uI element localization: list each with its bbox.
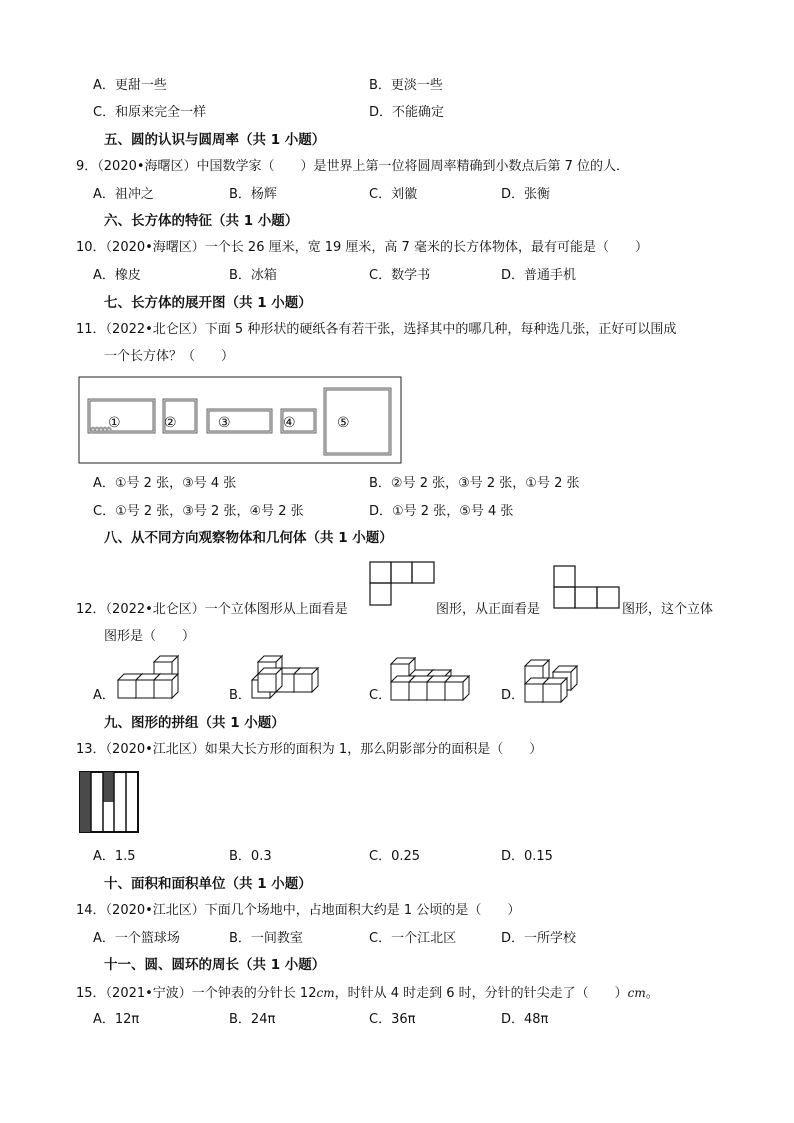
- q11-option-a: A．①号 2 张，③号 4 张: [93, 476, 237, 491]
- q11-stem-line2: 一个长方体？（ ）: [104, 349, 235, 364]
- q14-option-d: D．一所学校: [501, 931, 577, 946]
- q12-option-c-label: C．: [369, 688, 392, 703]
- q15-unit-1: cm: [316, 986, 335, 1000]
- q8-option-d: D．不能确定: [369, 105, 445, 120]
- q9-stem: 9．（2020•海曙区）中国数学家（ ）是世界上第一位将圆周率精确到小数点后第 7 位的人．: [76, 159, 630, 174]
- q15-option-a: A．12π: [93, 1012, 140, 1027]
- q10-option-b: B．冰箱: [229, 268, 277, 283]
- q10-option-c: C．数学书: [369, 268, 431, 283]
- q12-stem-part-c: 图形，这个立体: [622, 602, 714, 617]
- q13-option-d: D．0.15: [501, 849, 553, 864]
- q10-option-d: D．普通手机: [501, 268, 577, 283]
- q15-option-b: B．24π: [229, 1012, 276, 1027]
- q11-shape-1-label: ①: [108, 415, 121, 431]
- q15-option-c: C．36π: [369, 1012, 416, 1027]
- section-10-heading: 十、面积和面积单位（共 1 小题）: [104, 876, 312, 892]
- q13-option-a: A．1.5: [93, 849, 136, 864]
- q14-option-a: A．一个篮球场: [93, 931, 180, 946]
- q8-option-b: B．更淡一些: [369, 78, 443, 93]
- q14-option-c: C．一个江北区: [369, 931, 457, 946]
- section-11-heading: 十一、圆、圆环的周长（共 1 小题）: [104, 957, 326, 973]
- q14-stem: 14．（2020•江北区）下面几个场地中，占地面积大约是 1 公顷的是（ ）: [76, 903, 521, 918]
- q11-option-b: B．②号 2 张，③号 2 张，①号 2 张: [369, 476, 580, 491]
- q10-option-a: A．橡皮: [93, 268, 141, 283]
- q11-option-c: C．①号 2 张，③号 2 张，④号 2 张: [93, 504, 304, 519]
- q11-shape-4-label: ④: [283, 415, 296, 431]
- q9-option-d: D．张衡: [501, 187, 551, 202]
- q12-stem-part-a: 12．（2022•北仑区）一个立体图形从上面看是: [76, 602, 348, 617]
- q10-stem: 10．（2020•海曙区）一个长 26 厘米，宽 19 厘米，高 7 毫米的长方体物体，最有可能是（ ）: [76, 240, 648, 255]
- q13-shaded-strip-1: [80, 772, 91, 832]
- q8-option-c: C．和原来完全一样: [93, 105, 207, 120]
- q11-shape-3-label: ③: [218, 415, 231, 431]
- q13-option-c: C．0.25: [369, 849, 421, 864]
- q15-stem: [76, 985, 659, 1002]
- section-9-heading: 九、图形的拼组（共 1 小题）: [104, 715, 285, 731]
- q15-unit-2: cm: [627, 986, 646, 1000]
- q15-stem-part-b: ，时针从 4 时走到 6 时，分针的针尖走了（ ）: [334, 986, 628, 1001]
- q9-option-c: C．刘徽: [369, 187, 418, 202]
- q13-shaded-strip-2: [103, 772, 114, 802]
- q15-option-d: D．48π: [501, 1012, 549, 1027]
- q11-stem-line1: 11．（2022•北仑区）下面 5 种形状的硬纸各有若干张，选择其中的哪几种，每种选几张，正好可以围成: [76, 322, 677, 337]
- q12-option-d-label: D．: [501, 688, 525, 703]
- q14-option-b: B．一间教室: [229, 931, 303, 946]
- section-5-heading: 五、圆的认识与圆周率（共 1 小题）: [104, 132, 326, 148]
- q15-stem-part-a: 15．（2021•宁波）一个钟表的分针长 12: [76, 986, 317, 1001]
- q13-stem: 13．（2020•江北区）如果大长方形的面积为 1，那么阴影部分的面积是（ ）: [76, 742, 543, 757]
- q12-stem-line2: 图形是（ ）: [104, 629, 196, 644]
- q11-shape-2-label: ②: [164, 415, 177, 431]
- section-6-heading: 六、长方体的特征（共 1 小题）: [104, 213, 299, 229]
- q13-option-b: B．0.3: [229, 849, 272, 864]
- q12-option-a-label: A．: [93, 688, 115, 703]
- q12-option-b-label: B．: [229, 688, 251, 703]
- q11-shape-5-label: ⑤: [337, 415, 350, 431]
- section-8-heading: 八、从不同方向观察物体和几何体（共 1 小题）: [104, 530, 393, 546]
- q12-stem-part-b: 图形，从正面看是: [436, 602, 541, 617]
- q11-option-d: D．①号 2 张，⑤号 4 张: [369, 504, 514, 519]
- q9-option-b: B．杨辉: [229, 187, 277, 202]
- section-7-heading: 七、长方体的展开图（共 1 小题）: [104, 295, 312, 311]
- q9-option-a: A．祖冲之: [93, 187, 154, 202]
- q15-stem-part-c: 。: [645, 986, 659, 1001]
- q8-option-a: A．更甜一些: [93, 78, 167, 93]
